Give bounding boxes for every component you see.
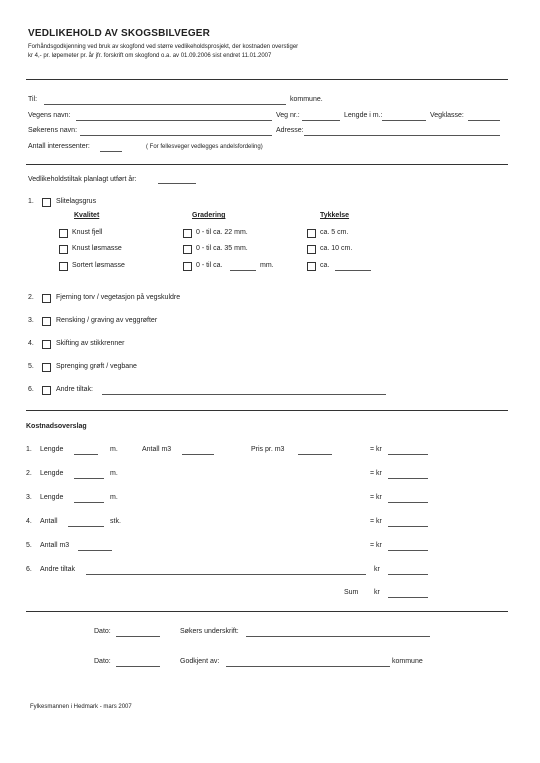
dato-2-field[interactable] [116, 666, 160, 667]
kost-row-1-antall-m3-label: Antall m3 [142, 446, 172, 453]
kost-row-4-antall-field[interactable] [68, 526, 104, 527]
footer-text: Fylkesmannen i Hedmark - mars 2007 [30, 704, 132, 710]
gradering-custom-field[interactable] [230, 270, 256, 271]
tykkelse-5-label: ca. 5 cm. [320, 229, 349, 236]
tykkelse-header: Tykkelse [320, 212, 350, 219]
sum-total-field[interactable] [388, 597, 428, 598]
godkjent-kommune-label: kommune [392, 658, 423, 665]
kost-row-2-lengde-field[interactable] [74, 478, 104, 479]
gradering-custom-checkbox[interactable] [183, 262, 192, 271]
sokers-underskrift-label: Søkers underskrift: [180, 628, 239, 635]
kost-row-1-lengde-field[interactable] [74, 454, 98, 455]
vegens-navn-field[interactable] [76, 120, 272, 121]
divider-4 [26, 611, 508, 612]
dato-2-label: Dato: [94, 658, 111, 665]
item-4-number: 4. [28, 340, 34, 347]
andre-tiltak-field[interactable] [102, 394, 386, 395]
dato-1-label: Dato: [94, 628, 111, 635]
veg-nr-label: Veg nr.: [276, 112, 300, 119]
knust-losmasse-label: Knust løsmasse [72, 245, 122, 252]
antall-interessenter-label: Antall interessenter: [28, 143, 90, 150]
item-1-checkbox[interactable] [42, 198, 51, 207]
item-5-checkbox[interactable] [42, 363, 51, 372]
kost-row-2-number: 2. [26, 470, 32, 477]
til-field[interactable] [44, 104, 286, 105]
kost-row-1-pris-label: Pris pr. m3 [251, 446, 285, 453]
item-3-number: 3. [28, 317, 34, 324]
gradering-35-checkbox[interactable] [183, 245, 192, 254]
kost-row-3-label: Lengde [40, 494, 64, 501]
felles-note: ( For fellesveger vedlegges andelsfordeling) [146, 144, 263, 150]
sokerens-navn-label: Søkerens navn: [28, 127, 78, 134]
item-6-number: 6. [28, 386, 34, 393]
item-2-number: 2. [28, 294, 34, 301]
intro-line-2: kr 4,- pr. løpemeter pr. år jfr. forskrift om skogfond o.a. av 01.09.2006 sist endret 11.01.2007 [28, 53, 272, 59]
kost-row-3-eqkr: = kr [370, 494, 382, 501]
kost-row-1-number: 1. [26, 446, 32, 453]
godkjent-av-label: Godkjent av: [180, 658, 220, 665]
tykkelse-10-checkbox[interactable] [307, 245, 316, 254]
kost-row-1-label: Lengde [40, 446, 64, 453]
vegklasse-field[interactable] [468, 120, 500, 121]
item-4-checkbox[interactable] [42, 340, 51, 349]
kost-row-6-label: Andre tiltak [40, 566, 76, 573]
kost-row-2-eqkr: = kr [370, 470, 382, 477]
kost-row-3-sum-field[interactable] [388, 502, 428, 503]
knust-losmasse-checkbox[interactable] [59, 245, 68, 254]
planlagt-year-field[interactable] [158, 183, 196, 184]
kost-row-6-number: 6. [26, 566, 32, 573]
gradering-22-label: 0 - til ca. 22 mm. [196, 229, 248, 236]
godkjent-av-field[interactable] [226, 666, 390, 667]
tykkelse-custom-label: ca. [320, 262, 330, 269]
kostnad-title: Kostnadsoverslag [26, 423, 87, 430]
vegklasse-label: Vegklasse: [430, 112, 464, 119]
kost-row-3-lengde-field[interactable] [74, 502, 104, 503]
item-2-checkbox[interactable] [42, 294, 51, 303]
kost-row-4-number: 4. [26, 518, 32, 525]
dato-1-field[interactable] [116, 636, 160, 637]
item-5-number: 5. [28, 363, 34, 370]
sortert-losmasse-checkbox[interactable] [59, 262, 68, 271]
item-1-label: Slitelagsgrus [56, 198, 97, 205]
til-label: Til: [28, 96, 38, 103]
planlagt-label: Vedlikeholdstiltak planlagt utført år: [28, 176, 137, 183]
intro-line-1: Forhåndsgodkjenning ved bruk av skogfond ved større vedlikeholdsprosjekt, der kostnaden overstiger [28, 44, 299, 50]
kost-row-4-label: Antall [40, 518, 58, 525]
divider-2 [26, 164, 508, 165]
divider-1 [26, 79, 508, 80]
tykkelse-10-label: ca. 10 cm. [320, 245, 353, 252]
kost-row-5-eqkr: = kr [370, 542, 382, 549]
kost-row-4-unit: stk. [110, 518, 121, 525]
kost-row-2-label: Lengde [40, 470, 64, 477]
kost-row-5-sum-field[interactable] [388, 550, 428, 551]
divider-3 [26, 410, 508, 411]
lengde-field[interactable] [382, 120, 426, 121]
item-6-checkbox[interactable] [42, 386, 51, 395]
adresse-field[interactable] [304, 135, 500, 136]
sokerens-navn-field[interactable] [80, 135, 272, 136]
knust-fjell-checkbox[interactable] [59, 229, 68, 238]
lengde-label: Lengde i m.: [344, 112, 383, 119]
sum-kr-label: kr [374, 589, 380, 596]
kvalitet-header: Kvalitet [74, 212, 100, 219]
item-3-checkbox[interactable] [42, 317, 51, 326]
sokers-underskrift-field[interactable] [246, 636, 430, 637]
antall-interessenter-field[interactable] [100, 151, 122, 152]
tykkelse-custom-field[interactable] [335, 270, 371, 271]
kost-row-4-eqkr: = kr [370, 518, 382, 525]
kost-row-1-antall-field[interactable] [182, 454, 214, 455]
gradering-35-label: 0 - til ca. 35 mm. [196, 245, 248, 252]
item-6-label: Andre tiltak: [56, 386, 93, 393]
kost-row-5-number: 5. [26, 542, 32, 549]
item-1-number: 1. [28, 198, 34, 205]
kost-row-3-unit: m. [110, 494, 118, 501]
kost-row-5-antall-field[interactable] [78, 550, 112, 551]
sortert-losmasse-label: Sortert løsmasse [72, 262, 125, 269]
gradering-22-checkbox[interactable] [183, 229, 192, 238]
tykkelse-custom-checkbox[interactable] [307, 262, 316, 271]
item-3-label: Rensking / graving av veggrøfter [56, 317, 158, 324]
kost-row-6-andre-field[interactable] [86, 574, 366, 575]
item-5-label: Sprenging grøft / vegbane [56, 363, 137, 370]
kost-row-1-sum-field[interactable] [388, 454, 428, 455]
kost-row-6-sum-field[interactable] [388, 574, 428, 575]
kost-row-3-number: 3. [26, 494, 32, 501]
form-title: VEDLIKEHOLD AV SKOGSBILVEGER [28, 28, 211, 39]
gradering-mm-label: mm. [260, 262, 274, 269]
item-4-label: Skifting av stikkrenner [56, 340, 125, 347]
kost-row-2-sum-field[interactable] [388, 478, 428, 479]
gradering-custom-label: 0 - til ca. [196, 262, 223, 269]
kost-row-4-sum-field[interactable] [388, 526, 428, 527]
veg-nr-field[interactable] [302, 120, 340, 121]
kost-row-1-pris-field[interactable] [298, 454, 332, 455]
tykkelse-5-checkbox[interactable] [307, 229, 316, 238]
adresse-label: Adresse: [276, 127, 304, 134]
kost-row-1-unit: m. [110, 446, 118, 453]
kost-row-2-unit: m. [110, 470, 118, 477]
vegens-navn-label: Vegens navn: [28, 112, 71, 119]
item-2-label: Fjerning torv / vegetasjon på vegskuldre [56, 294, 181, 301]
kommune-label: kommune. [290, 96, 323, 103]
kost-row-6-kr: kr [374, 566, 380, 573]
kost-row-1-eqkr: = kr [370, 446, 382, 453]
kost-row-5-label: Antall m3 [40, 542, 70, 549]
gradering-header: Gradering [192, 212, 226, 219]
knust-fjell-label: Knust fjell [72, 229, 103, 236]
sum-label: Sum [344, 589, 359, 596]
